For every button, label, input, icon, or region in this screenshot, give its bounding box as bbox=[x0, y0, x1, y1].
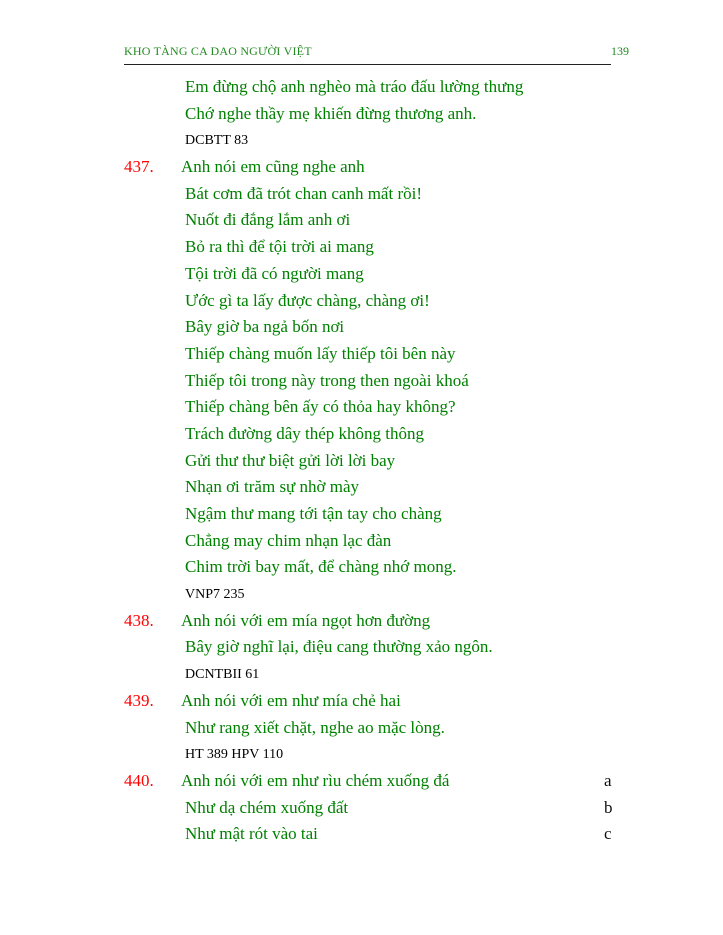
page-content bbox=[0, 74, 723, 848]
verse-line bbox=[0, 821, 723, 848]
verse-text: Thiếp chàng muốn lấy thiếp tôi bên này bbox=[185, 343, 456, 363]
verse-line bbox=[0, 474, 723, 501]
verse-line bbox=[0, 448, 723, 475]
verse-text: Gửi thư thư biệt gửi lời lời bay bbox=[185, 450, 396, 470]
poem-number: 440. bbox=[124, 770, 154, 790]
verse-text: Như dạ chém xuống đất bbox=[185, 797, 349, 817]
verse-line bbox=[0, 181, 723, 208]
poem-number: 439. bbox=[124, 690, 154, 710]
book-title: KHO TÀNG CA DAO NGƯỜI VIỆT bbox=[124, 44, 312, 58]
verse-text: Trách đường dây thép không thông bbox=[185, 423, 425, 443]
verse-text: Anh nói với em như rìu chém xuống đá bbox=[181, 770, 450, 790]
verse-text: Bỏ ra thì để tội trời ai mang bbox=[185, 237, 374, 257]
verse-text: Nuốt đi đắng lắm anh ơi bbox=[185, 210, 351, 230]
verse-text: Bây giờ nghĩ lại, điệu cang thường xảo ngôn. bbox=[185, 637, 493, 657]
verse-line bbox=[0, 634, 723, 661]
verse-text: Như mật rót vào tai bbox=[185, 824, 318, 844]
rhyme-mark: c bbox=[604, 824, 612, 844]
source-line bbox=[0, 741, 723, 768]
source-line bbox=[0, 127, 723, 154]
source-reference: HT 389 HPV 110 bbox=[185, 747, 284, 763]
verse-line bbox=[0, 501, 723, 528]
verse-line bbox=[0, 314, 723, 341]
verse-line bbox=[0, 261, 723, 288]
verse-line bbox=[0, 368, 723, 395]
poem-first-line bbox=[0, 688, 723, 715]
verse-line bbox=[0, 288, 723, 315]
rhyme-mark: a bbox=[604, 770, 612, 790]
verse-text: Tội trời đã có người mang bbox=[185, 263, 364, 283]
poem-first-line bbox=[0, 608, 723, 635]
verse-text: Nhạn ơi trăm sự nhờ mày bbox=[185, 477, 360, 497]
verse-text: Thiếp tôi trong này trong then ngoài khoá bbox=[185, 370, 469, 390]
verse-text: Anh nói với em như mía chẻ hai bbox=[181, 690, 401, 710]
verse-text: Thiếp chàng bên ấy có thỏa hay không? bbox=[185, 397, 456, 417]
verse-line bbox=[0, 207, 723, 234]
poem-number: 437. bbox=[124, 157, 154, 177]
verse-line bbox=[0, 394, 723, 421]
verse-line bbox=[0, 554, 723, 581]
verse-line bbox=[0, 341, 723, 368]
source-reference: DCNTBII 61 bbox=[185, 667, 260, 683]
verse-text: Chim trời bay mất, để chàng nhớ mong. bbox=[185, 557, 457, 577]
verse-text: Em đừng chộ anh nghèo mà tráo đấu lường thưng bbox=[185, 77, 524, 96]
source-line bbox=[0, 661, 723, 688]
rhyme-mark: b bbox=[604, 797, 613, 817]
verse-text: Bát cơm đã trót chan canh mất rồi! bbox=[185, 183, 422, 203]
poem-first-line bbox=[0, 154, 723, 181]
page-number: 139 bbox=[611, 44, 629, 58]
verse-text: Bây giờ ba ngả bốn nơi bbox=[185, 317, 345, 337]
verse-text: Anh nói với em mía ngọt hơn đường bbox=[181, 610, 431, 630]
verse-line bbox=[0, 234, 723, 261]
verse-text: Như rang xiết chặt, nghe ao mặc lòng. bbox=[185, 717, 445, 737]
verse-text: Anh nói em cũng nghe anh bbox=[181, 157, 365, 177]
verse-line bbox=[0, 795, 723, 822]
verse-line bbox=[0, 101, 723, 128]
verse-text: Chẳng may chim nhạn lạc đàn bbox=[185, 530, 392, 550]
verse-line bbox=[0, 528, 723, 555]
source-line bbox=[0, 581, 723, 608]
verse-text: Chớ nghe thầy mẹ khiến đừng thương anh. bbox=[185, 103, 477, 123]
poem-first-line bbox=[0, 768, 723, 795]
verse-line bbox=[0, 715, 723, 742]
verse-line bbox=[0, 421, 723, 448]
source-reference: DCBTT 83 bbox=[185, 133, 249, 149]
verse-line bbox=[0, 74, 723, 101]
running-header bbox=[124, 44, 629, 65]
source-reference: VNP7 235 bbox=[185, 587, 245, 603]
verse-text: Ngậm thư mang tới tận tay cho chàng bbox=[185, 504, 442, 523]
poem-number: 438. bbox=[124, 610, 154, 630]
verse-text: Ước gì ta lấy được chàng, chàng ơi! bbox=[185, 290, 430, 310]
